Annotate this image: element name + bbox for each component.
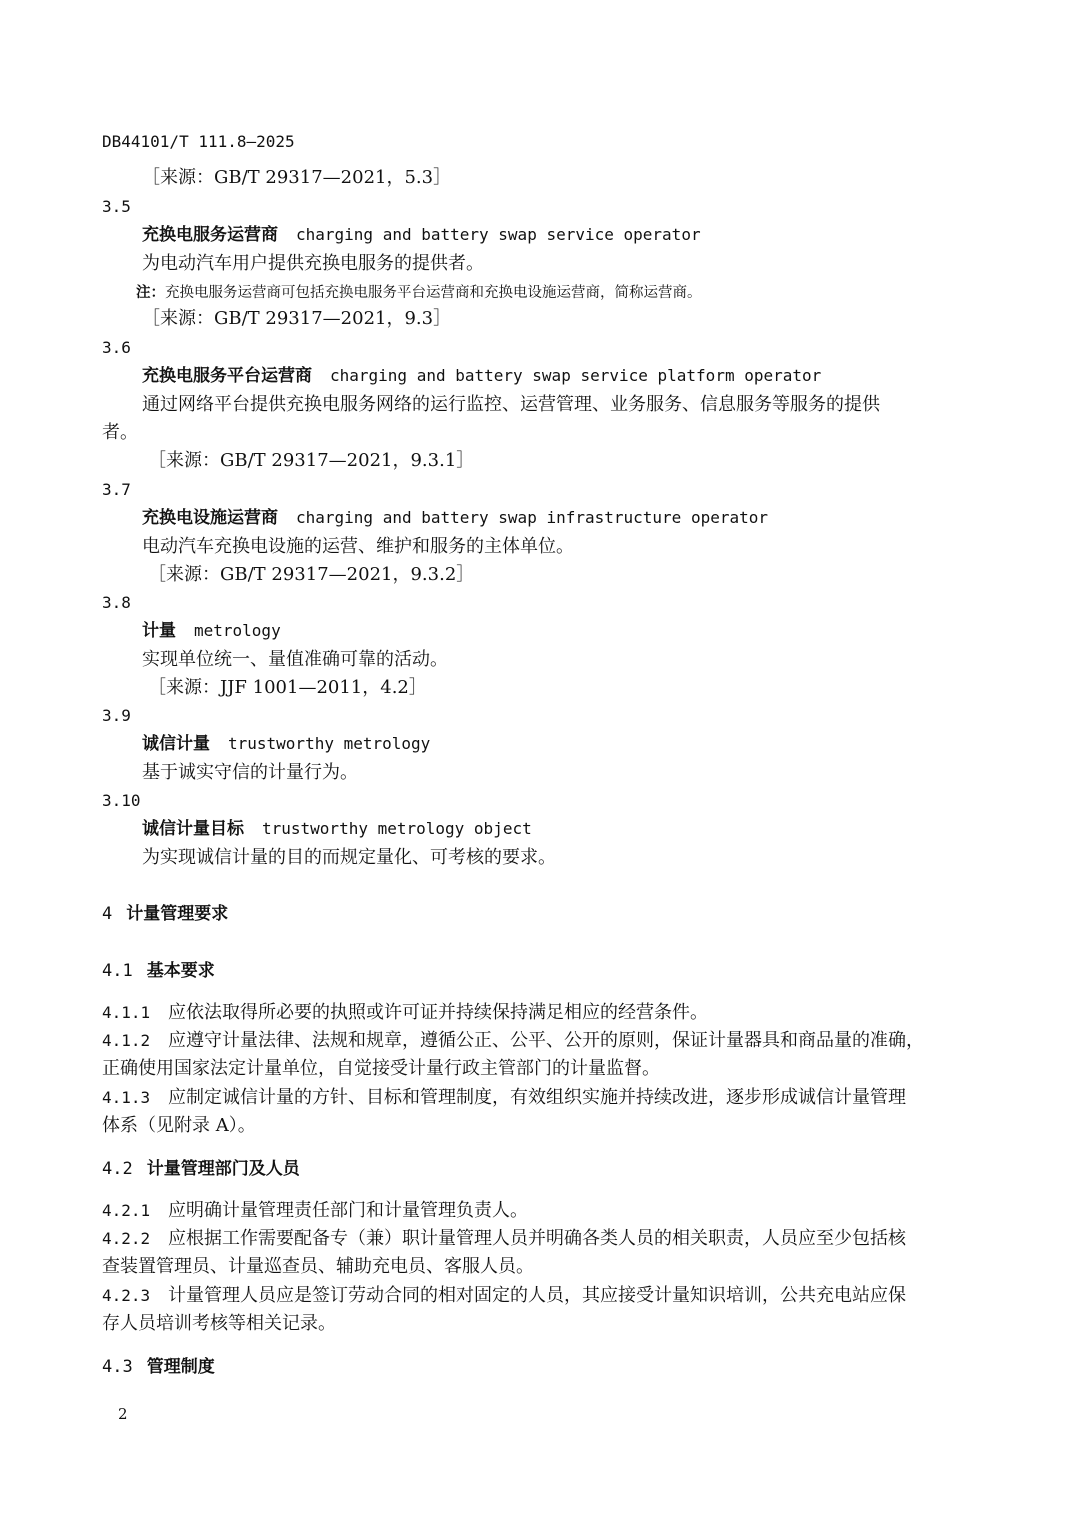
clause	[102, 1029, 924, 1053]
term-english: charging and battery swap service platform operator	[330, 366, 822, 385]
term-definition-continued: 者。	[102, 422, 138, 443]
note-text: 充换电服务运营商可包括充换电服务平台运营商和充换电设施运营商，简称运营商。	[165, 285, 702, 301]
subsection-heading	[102, 1157, 300, 1181]
term-definition: 为电动汽车用户提供充换电服务的提供者。	[142, 253, 484, 274]
note	[136, 281, 702, 305]
term-english: trustworthy metrology	[228, 734, 431, 753]
section-title: 管理制度	[146, 1357, 215, 1377]
section-heading	[102, 902, 228, 926]
clause-number: 4.1.1	[102, 1003, 151, 1022]
clause	[102, 1086, 906, 1110]
term-number: 3.6	[102, 338, 131, 357]
document-header-code: DB44101/T 111.8—2025	[102, 132, 295, 151]
clause-number: 4.2.3	[102, 1286, 151, 1305]
source-reference: ［来源：GB/T 29317—2021，5.3］	[142, 167, 452, 188]
term-number: 3.9	[102, 706, 131, 725]
clause-number: 4.1.3	[102, 1088, 151, 1107]
term-english: charging and battery swap infrastructure operator	[296, 508, 769, 527]
source-reference: ［来源：JJF 1001—2011，4.2］	[148, 677, 427, 698]
term-chinese: 计量	[142, 621, 176, 641]
term-entry	[142, 817, 532, 841]
clause-text: 应依法取得所必要的执照或许可证并持续保持满足相应的经营条件。	[168, 1002, 708, 1023]
source-reference: ［来源：GB/T 29317—2021，9.3］	[142, 308, 452, 329]
clause-number: 4.1.2	[102, 1031, 151, 1050]
term-english: trustworthy metrology object	[262, 819, 532, 838]
clause-text: 应制定诚信计量的方针、目标和管理制度，有效组织实施并持续改进，逐步形成诚信计量管理	[168, 1087, 906, 1108]
term-entry	[142, 732, 430, 756]
term-definition: 为实现诚信计量的目的而规定量化、可考核的要求。	[142, 847, 556, 868]
term-english: metrology	[194, 621, 281, 640]
section-title: 基本要求	[146, 961, 215, 981]
page-number: 2	[118, 1405, 128, 1423]
term-entry	[142, 364, 821, 388]
term-chinese: 充换电服务运营商	[142, 225, 278, 245]
term-number: 3.7	[102, 480, 131, 499]
clause	[102, 1227, 906, 1251]
term-chinese: 充换电设施运营商	[142, 508, 278, 528]
clause	[102, 1001, 708, 1025]
section-title: 计量管理要求	[126, 904, 229, 924]
source-reference: ［来源：GB/T 29317—2021，9.3.1］	[148, 450, 475, 471]
term-definition: 实现单位统一、量值准确可靠的活动。	[142, 649, 448, 670]
term-chinese: 诚信计量目标	[142, 819, 244, 839]
section-number: 4.2	[102, 1159, 133, 1179]
clause-text: 应明确计量管理责任部门和计量管理负责人。	[168, 1200, 528, 1221]
term-definition: 通过网络平台提供充换电服务网络的运行监控、运营管理、业务服务、信息服务等服务的提供	[142, 394, 880, 415]
clause-continued: 查装置管理员、计量巡查员、辅助充电员、客服人员。	[102, 1256, 534, 1277]
clause-text: 应遵守计量法律、法规和规章，遵循公正、公平、公开的原则，保证计量器具和商品量的准确，	[168, 1030, 924, 1051]
section-title: 计量管理部门及人员	[146, 1159, 300, 1179]
section-number: 4	[102, 904, 113, 924]
term-number: 3.10	[102, 791, 141, 810]
clause	[102, 1284, 906, 1308]
clause-continued: 正确使用国家法定计量单位，自觉接受计量行政主管部门的计量监督。	[102, 1058, 660, 1079]
term-english: charging and battery swap service operator	[296, 225, 701, 244]
section-number: 4.1	[102, 961, 133, 981]
term-entry	[142, 506, 768, 530]
term-definition: 基于诚实守信的计量行为。	[142, 762, 358, 783]
term-chinese: 充换电服务平台运营商	[142, 366, 312, 386]
clause-continued: 存人员培训考核等相关记录。	[102, 1313, 336, 1334]
term-number: 3.8	[102, 593, 131, 612]
note-label: 注：	[136, 285, 165, 301]
subsection-heading	[102, 1355, 215, 1379]
term-entry	[142, 223, 701, 247]
clause-number: 4.2.1	[102, 1201, 151, 1220]
term-entry	[142, 619, 281, 643]
term-chinese: 诚信计量	[142, 734, 210, 754]
section-number: 4.3	[102, 1357, 133, 1377]
clause	[102, 1199, 528, 1223]
clause-text: 计量管理人员应是签订劳动合同的相对固定的人员，其应接受计量知识培训，公共充电站应保	[168, 1285, 906, 1306]
source-reference: ［来源：GB/T 29317—2021，9.3.2］	[148, 564, 475, 585]
term-definition: 电动汽车充换电设施的运营、维护和服务的主体单位。	[142, 536, 574, 557]
clause-text: 应根据工作需要配备专（兼）职计量管理人员并明确各类人员的相关职责，人员应至少包括核	[168, 1228, 906, 1249]
subsection-heading	[102, 959, 215, 983]
clause-continued: 体系（见附录 A）。	[102, 1115, 256, 1136]
clause-number: 4.2.2	[102, 1229, 151, 1248]
term-number: 3.5	[102, 197, 131, 216]
